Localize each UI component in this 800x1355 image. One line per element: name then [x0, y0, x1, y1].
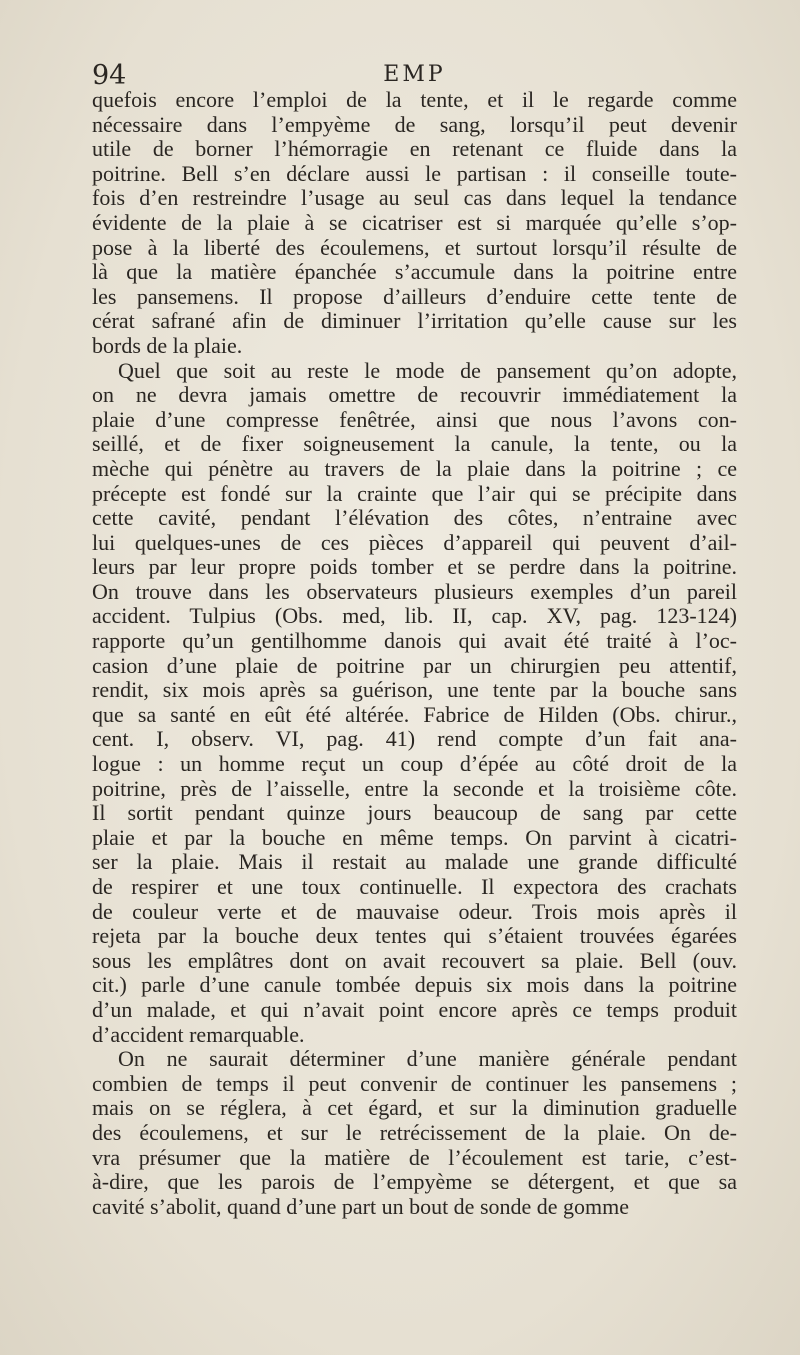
text-line: on ne devra jamais omettre de recouvrir immédiatement la: [92, 382, 737, 408]
text-line: de couleur verte et de mauvaise odeur. Trois mois après il: [92, 898, 737, 924]
text-line: rapporte qu’un gentilhomme danois qui avait été traité à l’oc-: [92, 628, 737, 654]
text-line: seillé, et de fixer soigneusement la canule, la tente, ou la: [92, 431, 737, 457]
text-line: là que la matière épanchée s’accumule dans la poitrine entre: [92, 259, 737, 285]
text-line: rendit, six mois après sa guérison, une tente par la bouche sans: [92, 677, 737, 703]
text-line: Il sortit pendant quinze jours beaucoup de sang par cette: [92, 800, 737, 826]
text-line: plaie et par la bouche en même temps. On parvint à cicatri-: [92, 824, 737, 850]
text-line: mais on se réglera, à cet égard, et sur la diminution graduelle: [92, 1095, 737, 1121]
text-line: les pansemens. Il propose d’ailleurs d’enduire cette tente de: [92, 283, 737, 309]
text-line: poitrine, près de l’aisselle, entre la seconde et la troisième côte.: [92, 775, 737, 801]
text-line: cavité s’abolit, quand d’une part un bout de sonde de gomme: [92, 1193, 630, 1219]
text-line: évidente de la plaie à se cicatriser est si marquée qu’elle s’op-: [92, 209, 737, 235]
text-line: d’un malade, et qui n’avait point encore après ce temps produit: [92, 996, 737, 1022]
text-line: d’accident remarquable.: [92, 1021, 305, 1047]
text-line: accident. Tulpius (Obs. med, lib. II, cap. XV, pag. 123-124): [92, 603, 737, 629]
text-line: casion d’une plaie de poitrine par un chirurgien peu attentif,: [92, 652, 737, 678]
text-line: pose à la liberté des écoulemens, et surtout lorsqu’il résulte de: [92, 234, 737, 260]
text-line: poitrine. Bell s’en déclare aussi le partisan : il conseille toute-: [92, 160, 737, 186]
text-line: leurs par leur propre poids tomber et se perdre dans la poitrine.: [92, 554, 737, 580]
text-line: Quel que soit au reste le mode de pansement qu’on adopte,: [118, 357, 737, 383]
text-line: à-dire, que les parois de l’empyème se détergent, et que sa: [92, 1169, 737, 1195]
text-line: bords de la plaie.: [92, 332, 243, 358]
text-line: vra présumer que la matière de l’écoulement est tarie, c’est-: [92, 1144, 737, 1170]
text-line: cette cavité, pendant l’élévation des côtes, n’entraine avec: [92, 505, 737, 531]
running-head: EMP: [383, 62, 446, 87]
text-line: cent. I, observ. VI, pag. 41) rend compte d’un fait ana-: [92, 726, 737, 752]
text-line: ser la plaie. Mais il restait au malade une grande difficulté: [92, 849, 737, 875]
text-line: précepte est fondé sur la crainte que l’air qui se précipite dans: [92, 480, 737, 506]
text-line: quefois encore l’emploi de la tente, et il le regarde comme: [92, 87, 737, 112]
paragraph-1: [92, 88, 737, 359]
paragraph-2: [92, 359, 737, 1048]
body-text: [92, 88, 737, 1219]
text-line: On ne saurait déterminer d’une manière générale pendant: [118, 1046, 737, 1072]
text-line: cit.) parle d’une canule tombée depuis six mois dans la poitrine: [92, 972, 737, 998]
text-line: On trouve dans les observateurs plusieurs exemples d’un pareil: [92, 578, 737, 604]
text-line: combien de temps il peut convenir de continuer les pansemens ;: [92, 1070, 737, 1096]
text-line: cérat safrané afin de diminuer l’irritation qu’elle cause sur les: [92, 308, 737, 334]
paragraph-3: [92, 1047, 737, 1219]
text-line: mèche qui pénètre au travers de la plaie dans la poitrine ; ce: [92, 455, 737, 481]
text-line: sous les emplâtres dont on avait recouvert sa plaie. Bell (ouv.: [92, 947, 737, 973]
text-line: des écoulemens, et sur le retrécissement de la plaie. On de-: [92, 1119, 737, 1145]
text-line: que sa santé en eût été altérée. Fabrice de Hilden (Obs. chirur.,: [92, 701, 737, 727]
text-line: de respirer et une toux continuelle. Il expectora des crachats: [92, 874, 737, 899]
text-line: fois d’en restreindre l’usage au seul cas dans lequel la tendance: [92, 185, 737, 211]
text-line: rejeta par la bouche deux tentes qui s’étaient trouvées égarées: [92, 923, 737, 949]
page-number: 94: [92, 60, 127, 91]
text-line: nécessaire dans l’empyème de sang, lorsqu’il peut devenir: [92, 111, 737, 137]
text-line: lui quelques-unes de ces pièces d’appareil qui peuvent d’ail-: [92, 529, 737, 555]
text-line: utile de borner l’hémorragie en retenant ce fluide dans la: [92, 136, 737, 162]
text-line: logue : un homme reçut un coup d’épée au côté droit de la: [92, 751, 737, 777]
text-line: plaie d’une compresse fenêtrée, ainsi que nous l’avons con-: [92, 406, 737, 432]
